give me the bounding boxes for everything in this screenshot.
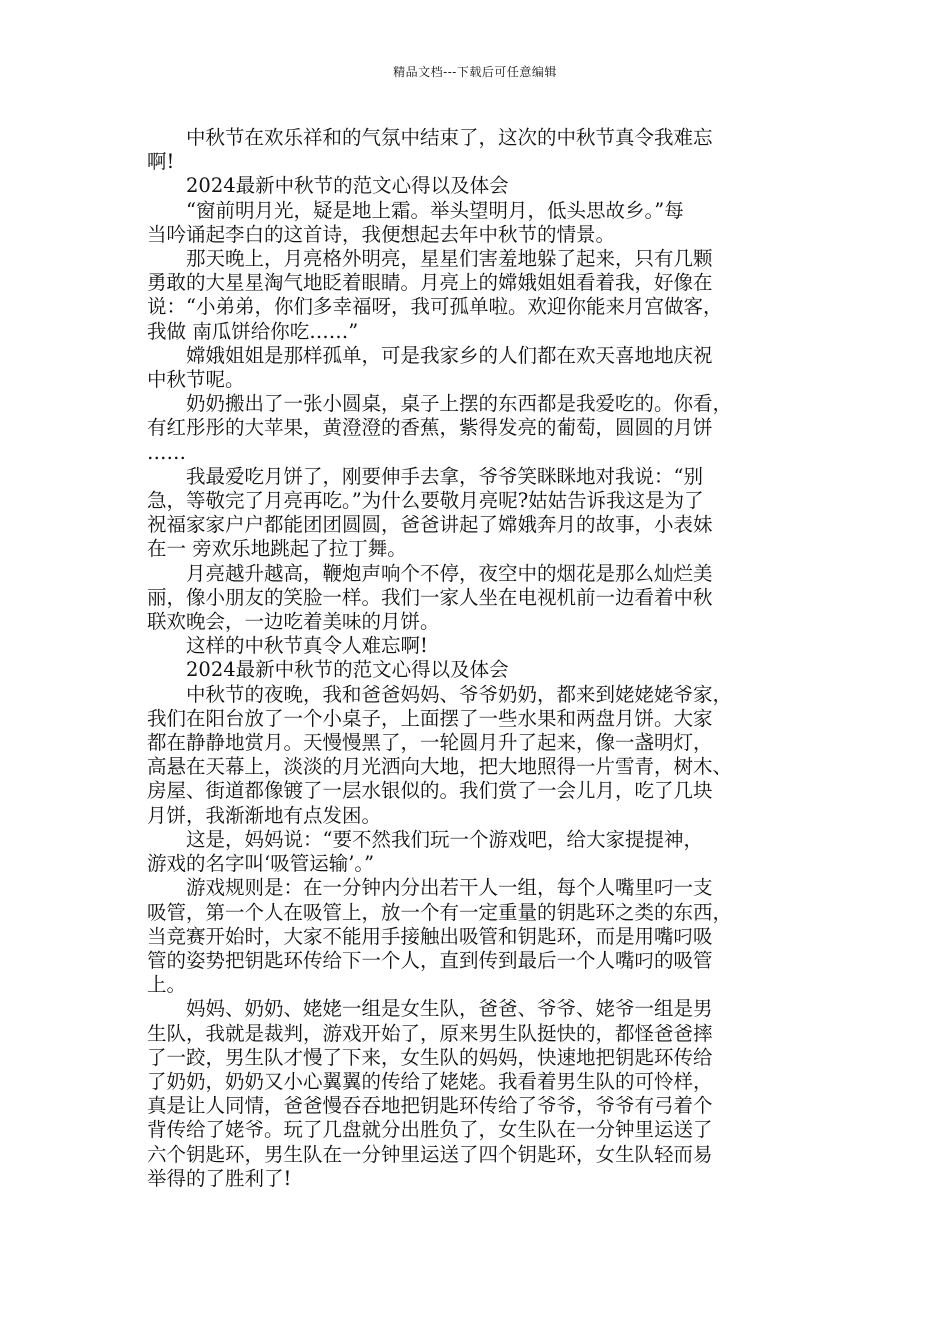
text-line: 那天晚上，月亮格外明亮，星星们害羞地躲了起来，只有几颗: [186, 247, 713, 271]
text-line: 有红彤彤的大苹果，黄澄澄的香蕉，紫得发亮的葡萄，圆圆的月饼: [147, 416, 713, 440]
text-line: 举得的了胜利了!: [147, 1166, 292, 1190]
text-line: 我们在阳台放了一个小桌子，上面摆了一些水果和两盘月饼。大家: [147, 706, 713, 730]
text-line: 游戏的名字叫‘吸管运输’。”: [147, 852, 375, 876]
text-line: 在一 旁欢乐地跳起了拉丁舞。: [147, 537, 407, 561]
text-line: 奶奶搬出了一张小圆桌，桌子上摆的东西都是我爱吃的。你看，: [186, 392, 733, 416]
text-line: 真是让人同情，爸爸慢吞吞地把钥匙环传给了爷爷，爷爷有弓着个: [147, 1094, 713, 1118]
text-line: 当竞赛开始时，大家不能用手接触出吸管和钥匙环，而是用嘴叼吸: [147, 924, 713, 948]
text-line: 2024最新中秋节的范文心得以及体会: [186, 174, 509, 198]
paragraph: [147, 344, 827, 392]
text-line: 2024最新中秋节的范文心得以及体会: [186, 658, 509, 682]
text-line: 急，等敬完了月亮再吃。”为什么要敬月亮呢?姑姑告诉我这是为了: [147, 489, 704, 513]
text-line: 祝福家家户户都能团团圆圆，爸爸讲起了嫦娥奔月的故事，小表妹: [147, 513, 713, 537]
text-line: 妈妈、奶奶、姥姥一组是女生队，爸爸、爷爷、姥爷一组是男: [186, 997, 713, 1021]
paragraph: [147, 876, 827, 997]
text-line: 中秋节在欢乐祥和的气氛中结束了，这次的中秋节真令我难忘: [186, 126, 713, 149]
text-line: 上。: [147, 973, 187, 997]
paragraph: [147, 247, 827, 344]
text-line: 背传给了姥爷。玩了几盘就分出胜负了，女生队在一分钟里运送了: [147, 1118, 713, 1142]
paragraph: [147, 465, 827, 562]
text-line: 这是，妈妈说：“要不然我们玩一个游戏吧，给大家提提神，: [186, 827, 703, 851]
page-header: 精品文档---下载后可任意编辑: [393, 65, 557, 79]
document-body: [147, 126, 827, 1191]
text-line: 当吟诵起李白的这首诗，我便想起去年中秋节的情景。: [147, 222, 616, 246]
paragraph: [147, 562, 827, 635]
text-line: 中秋节呢。: [147, 368, 245, 392]
paragraph: [147, 199, 827, 247]
paragraph: [147, 392, 827, 465]
text-line: 勇敢的大星星淘气地眨着眼睛。月亮上的嫦娥姐姐看着我，好像在: [147, 271, 713, 295]
paragraph: [147, 658, 827, 682]
text-line: “窗前明月光，疑是地上霜。举头望明月，低头思故乡。”每: [186, 198, 684, 222]
text-line: 了奶奶，奶奶又小心翼翼的传给了姥姥。我看着男生队的可怜样，: [147, 1069, 713, 1093]
paragraph: [147, 174, 827, 198]
text-line: 说：“小弟弟，你们多幸福呀，我可孤单啦。欢迎你能来月宫做客，: [147, 295, 723, 319]
text-line: 丽，像小朋友的笑脸一样。我们一家人坐在电视机前一边看着中秋: [147, 585, 713, 609]
text-line: 我最爱吃月饼了，刚要伸手去拿，爷爷笑眯眯地对我说：“别: [186, 464, 703, 488]
text-line: 房屋、街道都像镀了一层水银似的。我们赏了一会儿月，吃了几块: [147, 779, 713, 803]
text-line: 月亮越升越高，鞭炮声响个不停，夜空中的烟花是那么灿烂美: [186, 561, 713, 585]
text-line: 生队，我就是裁判，游戏开始了，原来男生队挺快的，都怪爸爸摔: [147, 1021, 713, 1045]
text-line: 吸管，第一个人在吸管上，放一个有一定重量的钥匙环之类的东西，: [147, 900, 733, 924]
text-line: 六个钥匙环，男生队在一分钟里运送了四个钥匙环，女生队轻而易: [147, 1142, 713, 1166]
text-line: 了一跤，男生队才慢了下来，女生队的妈妈，快速地把钥匙环传给: [147, 1045, 713, 1069]
text-line: 中秋节的夜晚，我和爸爸妈妈、爷爷奶奶，都来到姥姥姥爷家，: [186, 682, 733, 706]
text-line: 啊!: [147, 150, 175, 174]
text-line: 游戏规则是：在一分钟内分出若干人一组，每个人嘴里叼一支: [186, 876, 713, 900]
text-line: 管的姿势把钥匙环传给下一个人，直到传到最后一个人嘴叼的吸管: [147, 948, 713, 972]
paragraph: [147, 683, 827, 828]
text-line: 联欢晚会，一边吃着美味的月饼。: [147, 610, 440, 634]
paragraph: [147, 828, 827, 876]
text-line: 我做 南瓜饼给你吃……”: [147, 319, 359, 343]
text-line: 嫦娥姐姐是那样孤单，可是我家乡的人们都在欢天喜地地庆祝: [186, 343, 713, 367]
paragraph: [147, 997, 827, 1191]
paragraph: [147, 634, 827, 658]
paragraph: [147, 126, 827, 174]
text-line: 都在静静地赏月。天慢慢黑了，一轮圆月升了起来，像一盏明灯，: [147, 731, 713, 755]
text-line: ……: [147, 440, 186, 464]
text-line: 这样的中秋节真令人难忘啊!: [186, 634, 428, 658]
text-line: 高悬在天幕上，淡淡的月光洒向大地，把大地照得一片雪青，树木、: [147, 755, 733, 779]
text-line: 月饼，我渐渐地有点发困。: [147, 803, 382, 827]
